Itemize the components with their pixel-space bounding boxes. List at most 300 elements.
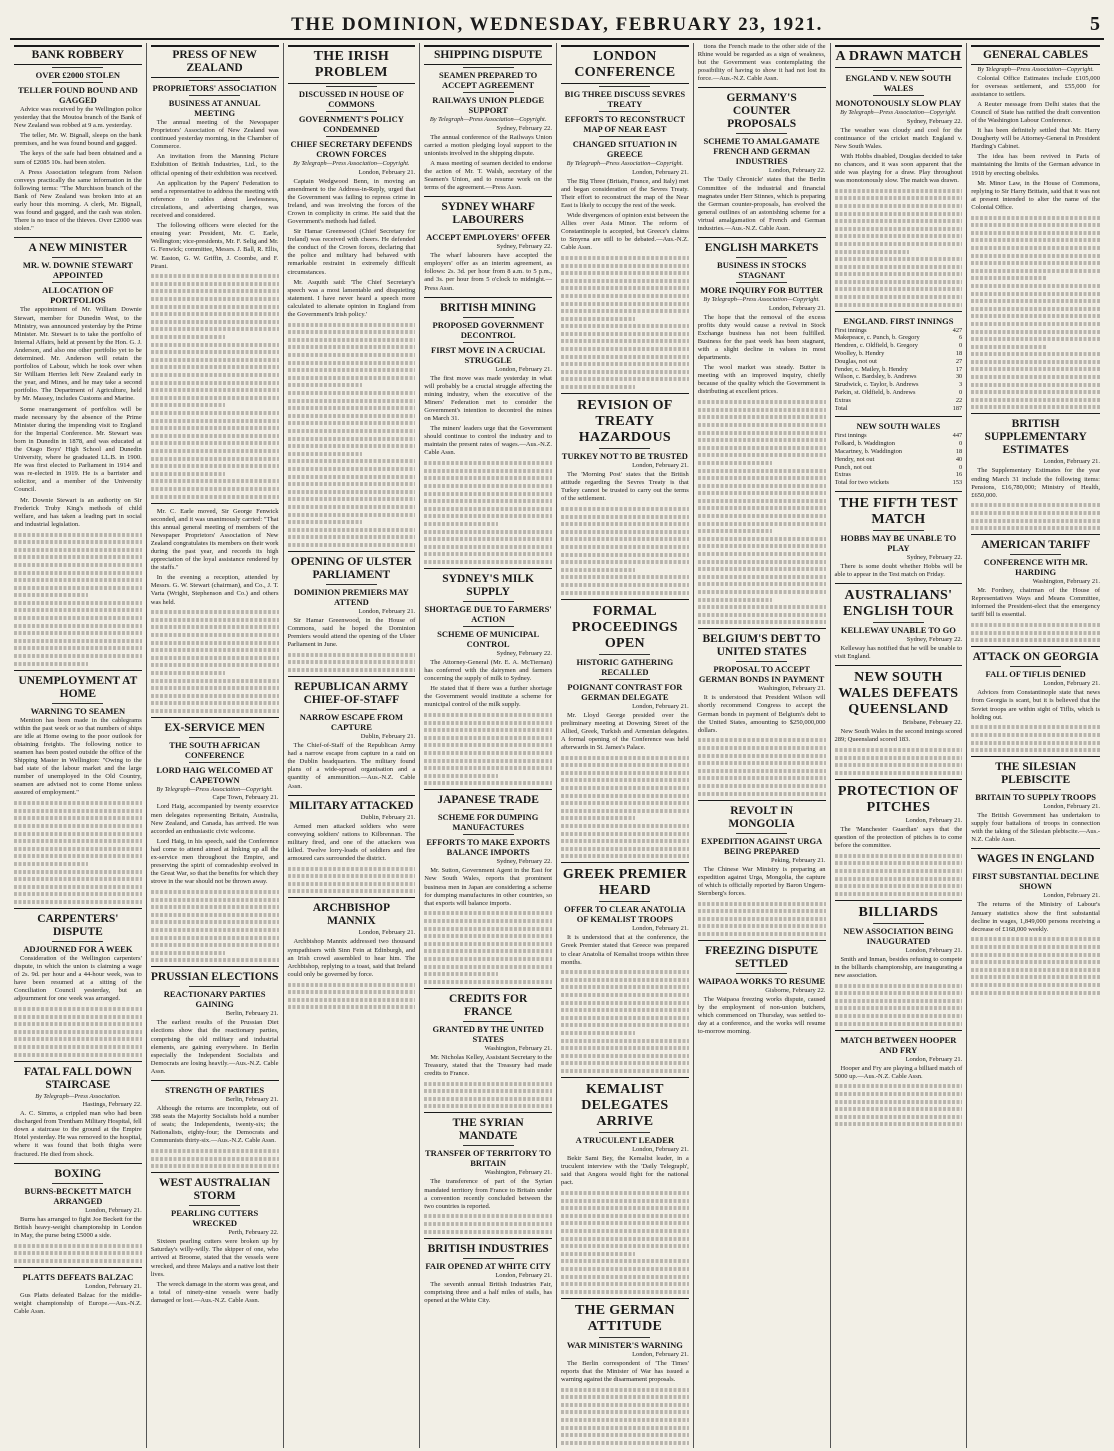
news-story bbox=[561, 1082, 689, 1294]
text-line bbox=[288, 990, 416, 994]
story-subheading: CHIEF SECRETARY DEFENDS CROWN FORCES bbox=[290, 139, 413, 159]
story-headline: UNEMPLOYMENT AT HOME bbox=[18, 674, 138, 700]
continued-text bbox=[14, 1244, 142, 1263]
continued-text bbox=[971, 503, 1100, 530]
text-line bbox=[151, 365, 279, 369]
text-line bbox=[971, 503, 1100, 507]
story-paragraph: Wide divergences of opinion exist between the Allies over Asia Minor. The reform of Constantinople is accepted, but Greece's claims to Smyrna are still to be debated.—Aus.-N.Z. Cable Assn. bbox=[561, 211, 689, 252]
text-line bbox=[561, 362, 689, 366]
story-divider bbox=[14, 908, 142, 909]
text-line bbox=[14, 646, 142, 650]
headline-rule bbox=[463, 809, 514, 810]
story-dateline: Washington, February 21. bbox=[758, 685, 826, 693]
continued-text bbox=[151, 274, 279, 498]
story-subheading: ENGLAND. FIRST INNINGS bbox=[843, 315, 954, 326]
story-headline: ARCHBISHOP MANNIX bbox=[312, 902, 391, 928]
story-headline: FATAL FALL DOWN STAIRCASE bbox=[23, 1065, 132, 1091]
story-subheading: HOBBS MAY BE UNABLE TO PLAY bbox=[840, 533, 957, 553]
text-line bbox=[561, 794, 689, 798]
text-line bbox=[561, 575, 689, 579]
story-paragraph: The seventh annual British Industries Fair, comprising three and a half miles of stalls, has opened at the White City. bbox=[424, 1280, 552, 1304]
story-subheading: CONFERENCE WITH MR. HARDING bbox=[983, 557, 1088, 578]
text-line bbox=[561, 1290, 689, 1294]
story-subheading: WARNING TO SEAMEN bbox=[30, 705, 126, 716]
story-paragraph: Colonial Office Estimates include £105,000 for overseas settlement, and £55,000 for assistance to settlers. bbox=[971, 74, 1100, 98]
text-line bbox=[14, 892, 142, 896]
text-line bbox=[288, 376, 416, 380]
headline-rule bbox=[326, 584, 377, 585]
headline-rule bbox=[326, 86, 377, 87]
text-line bbox=[698, 537, 826, 541]
continued-text bbox=[424, 461, 552, 564]
text-line bbox=[288, 653, 416, 657]
story-paragraph: An invitation from the Manning Picture Exhibition of British Industries, Ltd., to the official opening of their exhibition was received. bbox=[150, 153, 279, 177]
story-dateline: Dublin, February 21. bbox=[360, 733, 416, 741]
scorecard-row bbox=[835, 405, 963, 413]
text-line bbox=[561, 1275, 689, 1279]
story-divider bbox=[698, 800, 826, 801]
story-headline: BILLIARDS bbox=[858, 904, 939, 920]
text-line bbox=[424, 560, 552, 564]
story-paragraph: Some rearrangement of portfolios will be made necessary by the absence of the Prime Minister during the impending visit to England for the Imperial Conference. Mr. Stewart was born in Dunedin in 1878, and was educated at the Otago Boys' High School and Dunedin University, where he graduated LL.B. in 1900. He was first elected to Parliament in 1914 and was re-elected in 1919. He is a barrister and solicitor, and a member of the University Council. bbox=[14, 405, 142, 494]
story-subheading: ALLOCATION OF PORTFOLIOS bbox=[42, 285, 114, 306]
story-headline: EX-SERVICE MEN bbox=[164, 721, 265, 734]
text-line bbox=[561, 1244, 689, 1248]
story-paragraph: Consideration of the Wellington carpenters' dispute, in which the union is claiming a wage of 2s. 9d. per hour and a 44-hour week, was to have been resumed at a sitting of the Conciliation Council yesterday, but an adjournment for one week was arranged. bbox=[14, 954, 142, 1003]
text-line bbox=[288, 543, 416, 547]
story-divider bbox=[698, 628, 826, 629]
text-line bbox=[698, 754, 826, 758]
text-line bbox=[151, 396, 279, 400]
story-subheading: ACCEPT EMPLOYERS' OFFER bbox=[426, 232, 551, 243]
text-line bbox=[561, 515, 689, 519]
headline-rule bbox=[326, 111, 377, 112]
text-line bbox=[561, 309, 689, 313]
text-line bbox=[561, 522, 689, 526]
text-line bbox=[151, 943, 279, 947]
text-line bbox=[14, 885, 142, 889]
runs-value: 447 bbox=[952, 432, 963, 440]
news-story bbox=[971, 539, 1100, 642]
text-line bbox=[561, 530, 689, 534]
text-line bbox=[698, 575, 826, 579]
text-line bbox=[561, 271, 689, 275]
story-paragraph: The annual conference of the Railways Union carried a motion pledging loyal support to the unionists involved in the shipping dispute. bbox=[424, 133, 552, 157]
text-line bbox=[14, 1030, 142, 1034]
story-divider bbox=[151, 966, 279, 967]
continued-text bbox=[971, 937, 1100, 994]
scorecard-row bbox=[835, 366, 963, 374]
text-line bbox=[971, 623, 1100, 627]
story-divider bbox=[971, 756, 1100, 757]
text-line bbox=[561, 1395, 689, 1399]
story-subheading: DISCUSSED IN HOUSE OF COMMONS bbox=[298, 89, 404, 109]
text-line bbox=[424, 1214, 552, 1218]
text-line bbox=[561, 537, 689, 541]
text-line bbox=[151, 928, 279, 932]
text-line bbox=[151, 449, 279, 453]
news-story bbox=[835, 316, 963, 413]
text-line bbox=[14, 801, 142, 805]
news-story bbox=[698, 805, 826, 936]
batsman-entry: Makepeace, c. Punch, b. Gregory bbox=[834, 334, 920, 342]
story-subheading: TELLER FOUND BOUND AND GAGGED bbox=[18, 85, 138, 105]
news-story bbox=[971, 45, 1100, 409]
text-line bbox=[835, 280, 963, 284]
scorecard-row bbox=[835, 381, 963, 389]
text-line bbox=[971, 276, 1046, 280]
text-line bbox=[971, 390, 1100, 394]
text-line bbox=[288, 998, 416, 1002]
text-line bbox=[971, 352, 1100, 356]
story-divider bbox=[151, 1080, 279, 1081]
runs-value: 27 bbox=[955, 357, 963, 365]
text-line bbox=[835, 854, 963, 858]
story-divider bbox=[698, 237, 826, 238]
news-story bbox=[424, 1243, 552, 1305]
text-line bbox=[14, 571, 142, 575]
scorecard-row bbox=[835, 350, 963, 358]
text-line bbox=[561, 377, 689, 381]
story-headline: KEMALIST DELEGATES ARRIVE bbox=[581, 1082, 669, 1129]
text-line bbox=[971, 337, 1100, 341]
text-line bbox=[424, 934, 552, 938]
text-line bbox=[835, 748, 963, 752]
text-line bbox=[561, 847, 689, 851]
text-line bbox=[14, 839, 142, 843]
text-line bbox=[151, 958, 279, 962]
text-line bbox=[561, 1069, 689, 1073]
story-paragraph: New South Wales in the second innings scored 289; Queensland scored 183. bbox=[834, 728, 963, 744]
story-subheading: PROPRIETORS' ASSOCIATION bbox=[152, 83, 277, 93]
text-line bbox=[14, 1259, 142, 1263]
story-paragraph: Mr. Lloyd George presided over the preliminary meeting at Downing Street of the Allied, Greek, Turkish and Armenian delegates. A formal opening of the Conference was held afterwards in St. James's Palace. bbox=[561, 711, 689, 751]
story-paragraph: Lord Haig, accompanied by twenty exservice men delegates representing Britain, Australia, New Zealand, and Canada, has arrived. He was accorded an enthusiastic civic welcome. bbox=[150, 803, 279, 835]
story-paragraph: Hooper and Fry are playing a billiard match of 5000 up.—Aus.-N.Z. Cable Assn. bbox=[834, 1064, 963, 1080]
text-line bbox=[14, 854, 142, 858]
text-line bbox=[698, 738, 826, 742]
story-divider bbox=[424, 789, 552, 790]
text-line bbox=[698, 598, 772, 602]
text-line bbox=[835, 877, 963, 881]
story-headline: THE SYRIAN MANDATE bbox=[452, 1117, 524, 1143]
story-dateline: London, February 21. bbox=[1043, 892, 1100, 900]
text-line bbox=[835, 212, 963, 216]
text-line bbox=[561, 1016, 689, 1020]
story-headline: A NEW MINISTER bbox=[28, 242, 128, 255]
continued-text bbox=[971, 216, 1100, 410]
text-line bbox=[698, 522, 826, 526]
text-line bbox=[561, 1214, 689, 1218]
news-column bbox=[694, 43, 831, 1448]
continued-text bbox=[971, 725, 1100, 752]
text-line bbox=[561, 824, 689, 828]
text-line bbox=[424, 1222, 552, 1226]
story-dateline: Sydney, February 22. bbox=[496, 858, 552, 866]
text-line bbox=[835, 984, 963, 988]
text-line bbox=[698, 438, 826, 442]
story-subheading: REACTIONARY PARTIES GAINING bbox=[163, 989, 266, 1010]
text-line bbox=[288, 368, 416, 372]
scorecard-row bbox=[835, 334, 963, 342]
text-line bbox=[561, 385, 635, 389]
text-line bbox=[971, 975, 1100, 979]
text-line bbox=[288, 490, 416, 494]
story-divider bbox=[14, 1061, 142, 1062]
scorecard bbox=[835, 432, 963, 487]
headline-rule bbox=[463, 1145, 514, 1146]
text-line bbox=[971, 983, 1100, 987]
story-divider bbox=[835, 779, 963, 780]
story-dateline: London, February 21. bbox=[358, 607, 416, 615]
news-story bbox=[14, 1066, 142, 1159]
text-line bbox=[151, 327, 279, 331]
text-line bbox=[151, 312, 279, 316]
continued-text bbox=[151, 610, 279, 713]
batsman-entry: Parkin, st. Oldfield, b. Andrews bbox=[834, 389, 916, 397]
story-paragraph: The wharf labourers have accepted the employers' offer as an interim agreement, as follows: 2s. 3d. per hour from 8 a.m. to 5 p.m., and 3s. per hour from 5 o'clock to midnight.—Press Assn. bbox=[424, 252, 552, 292]
text-line bbox=[14, 862, 88, 866]
text-line bbox=[14, 1015, 142, 1019]
runs-value: 17 bbox=[955, 365, 963, 373]
text-line bbox=[561, 816, 635, 820]
scorecard-row bbox=[835, 397, 963, 405]
news-story bbox=[835, 421, 963, 487]
story-headline: GENERAL CABLES bbox=[971, 45, 1100, 65]
headline-rule bbox=[463, 834, 514, 835]
batsman-entry: Folkard, b. Waddington bbox=[834, 440, 895, 448]
story-subheading: SEAMEN PREPARED TO ACCEPT AGREEMENT bbox=[439, 70, 538, 90]
story-headline: ENGLISH MARKETS bbox=[704, 242, 819, 255]
continued-text bbox=[424, 713, 552, 785]
story-paragraph: The British Government has undertaken to supply four battalions of troops in connection with the taking of the Silesian plebiscite.—Aus.-N.Z. Cable Assn. bbox=[971, 812, 1100, 844]
text-line bbox=[698, 605, 826, 609]
story-paragraph: It is understood that President Wilson will shortly recommend Congress to accept the German bonds in payment of Belgium's debt to the United States, amounting to $250,000,000 dollars. bbox=[697, 694, 826, 734]
text-line bbox=[698, 461, 772, 465]
headline-rule bbox=[463, 92, 514, 93]
text-line bbox=[14, 540, 142, 544]
text-line bbox=[14, 586, 142, 590]
news-story bbox=[424, 201, 552, 292]
story-headline: BOXING bbox=[54, 1167, 102, 1180]
news-story bbox=[288, 556, 416, 672]
story-paragraph: The miners' leaders urge that the Government should continue to control the industry and to maintain the present rates of wages.—Aus.-N.Z. Cable Assn. bbox=[424, 425, 552, 457]
batsman-entry: Woolley, b. Hendry bbox=[834, 350, 885, 358]
text-line bbox=[14, 824, 142, 828]
text-line bbox=[698, 924, 826, 928]
continued-text bbox=[698, 902, 826, 936]
story-subheading: SCHEME TO AMALGAMATE FRENCH AND GERMAN INDUSTRIES bbox=[703, 136, 820, 167]
story-subheading: NARROW ESCAPE FROM CAPTURE bbox=[299, 712, 403, 733]
text-line bbox=[151, 905, 279, 909]
story-dateline: London, February 22. bbox=[768, 167, 826, 175]
story-subheading: EXPEDITION AGAINST URGA BEING PREPARED bbox=[701, 835, 823, 856]
text-line bbox=[424, 1089, 552, 1093]
news-story bbox=[698, 242, 826, 624]
story-subheading: PEARLING CUTTERS WRECKED bbox=[171, 1208, 259, 1229]
story-paragraph: The Chinese War Ministry is preparing an expedition against Urga, Mongolia, the capture of which is officially reported by Baron Ungern-Sternberg's forces. bbox=[697, 865, 826, 897]
story-headline: THE GERMAN ATTITUDE bbox=[574, 1302, 675, 1334]
text-line bbox=[561, 591, 689, 595]
text-line bbox=[288, 361, 416, 365]
continued-text bbox=[561, 756, 689, 859]
batsman-entry: Total bbox=[834, 404, 848, 412]
story-subheading: BUSINESS IN STOCKS STAGNANT bbox=[717, 260, 807, 281]
runs-value: 18 bbox=[955, 350, 963, 358]
text-line bbox=[971, 638, 1100, 642]
page-number: 5 bbox=[1090, 13, 1100, 35]
text-line bbox=[151, 951, 225, 955]
scorecard-row bbox=[835, 448, 963, 456]
batsman-entry: Strudwick, c. Taylor, b. Andrews bbox=[834, 381, 919, 389]
story-dateline: Sydney, February 22. bbox=[496, 243, 552, 251]
text-line bbox=[698, 415, 826, 419]
text-line bbox=[835, 884, 963, 888]
story-paragraph: The first move was made yesterday in what will probably be a crucial struggle affecting the mining industry, when the executive of the Miners' Federation met to consider the Government's intention to decontrol the mines on March 31. bbox=[424, 374, 552, 423]
story-paragraph: There is some doubt whether Hobbs will be able to appear in the Test match on Friday. bbox=[834, 563, 963, 579]
news-story bbox=[424, 993, 552, 1109]
text-line bbox=[424, 522, 498, 526]
story-dateline: Hastings, February 22. bbox=[82, 1101, 142, 1109]
story-divider bbox=[698, 940, 826, 941]
story-headline: AUSTRALIANS' ENGLISH TOUR bbox=[842, 588, 954, 620]
continued-text bbox=[561, 1388, 689, 1448]
text-line bbox=[971, 292, 1100, 296]
story-paragraph: Mr. C. Earle moved, Sir George Fenwick seconded, and it was unanimously carried: "That this annual general meeting of members of the Newspaper Proprietors' Association of New Zealand congratulates its members on their work during the past year, and records its high appreciation of the loyal assistance rendered by the staffs." bbox=[150, 507, 279, 572]
text-line bbox=[288, 406, 416, 410]
text-line bbox=[14, 563, 142, 567]
continued-text bbox=[561, 1191, 689, 1294]
text-line bbox=[151, 305, 279, 309]
text-line bbox=[424, 1230, 552, 1234]
text-line bbox=[561, 286, 689, 290]
batsman-entry: Fender, c. Mailey, b. Hendry bbox=[834, 365, 908, 373]
text-line bbox=[151, 441, 279, 445]
text-line bbox=[151, 663, 279, 667]
story-headline: OPENING OF ULSTER PARLIAMENT bbox=[290, 555, 412, 581]
story-paragraph: Gus Platts defeated Balzac for the middle-weight championship of Europe.—Aus.-N.Z. Cable Assn. bbox=[14, 1291, 142, 1315]
news-story bbox=[151, 45, 279, 499]
story-divider bbox=[971, 646, 1100, 647]
text-line bbox=[561, 339, 689, 343]
text-line bbox=[561, 854, 689, 858]
batsman-entry: Extras bbox=[834, 471, 851, 479]
story-dateline: London, February 21. bbox=[85, 1282, 142, 1290]
text-line bbox=[561, 1229, 689, 1233]
headline-rule bbox=[463, 626, 514, 627]
continued-text bbox=[151, 890, 279, 962]
batsman-entry: Macartney, b. Waddington bbox=[834, 448, 902, 456]
story-headline: THE SILESIAN PLEBISCITE bbox=[995, 761, 1077, 787]
text-line bbox=[424, 980, 552, 984]
story-subheading: SCHEME OF MUNICIPAL CONTROL bbox=[437, 628, 540, 649]
story-subheading: FALL OF TIFLIS DENIED bbox=[985, 669, 1086, 680]
text-line bbox=[835, 242, 963, 246]
story-headline: SYDNEY'S MILK SUPPLY bbox=[442, 572, 534, 598]
story-divider bbox=[835, 1030, 963, 1031]
headline-rule bbox=[599, 1132, 650, 1133]
story-subheading: A TRUCULENT LEADER bbox=[575, 1135, 675, 1145]
text-line bbox=[835, 1115, 963, 1119]
text-line bbox=[424, 499, 552, 503]
scorecard-row bbox=[835, 479, 963, 487]
text-line bbox=[561, 809, 689, 813]
text-line bbox=[288, 874, 416, 878]
story-headline: SYDNEY WHARF LABOURERS bbox=[441, 201, 535, 227]
story-paragraph: The Supplementary Estimates for the year ending March 31 include the following items: Pensions, £16,780,000; Ministry of Health, £650,000. bbox=[971, 467, 1100, 499]
text-line bbox=[14, 1251, 142, 1255]
news-story bbox=[561, 398, 689, 595]
story-dateline: Sydney, February 22. bbox=[496, 649, 552, 657]
news-story bbox=[424, 45, 552, 192]
text-line bbox=[561, 324, 689, 328]
continued-text bbox=[14, 801, 142, 904]
story-divider bbox=[835, 583, 963, 584]
headline-rule bbox=[52, 282, 103, 283]
text-line bbox=[971, 991, 1100, 995]
story-divider bbox=[971, 413, 1100, 414]
story-headline: GREEK PREMIER HEARD bbox=[562, 867, 687, 899]
story-paragraph: The weather was cloudy and cool for the continuance of the cricket match England v. New South Wales. bbox=[834, 126, 963, 150]
scorecard-row bbox=[835, 464, 963, 472]
story-dateline: Sydney, February 22. bbox=[906, 117, 963, 125]
story-dateline: Peking, February 21. bbox=[770, 856, 826, 864]
story-subheading: KELLEWAY UNABLE TO GO bbox=[840, 625, 956, 636]
text-line bbox=[151, 936, 279, 940]
text-line bbox=[835, 892, 963, 896]
text-line bbox=[151, 381, 279, 385]
text-line bbox=[151, 274, 279, 278]
continued-text bbox=[424, 1082, 552, 1109]
text-line bbox=[561, 1441, 689, 1445]
batsman-entry: Extras bbox=[834, 396, 851, 404]
text-line bbox=[14, 847, 142, 851]
headline-rule bbox=[599, 679, 650, 680]
runs-value: 18 bbox=[955, 448, 963, 456]
text-line bbox=[835, 1100, 963, 1104]
text-line bbox=[424, 927, 552, 931]
story-paragraph: Although the returns are incomplete, out of 398 seats the Majority Socialists hold a number of seats; the Independents, twenty-six; the Nationalists, eighty-four; the Democrats and Communists thirty-six.—Aus.-N.Z. Cable Assn. bbox=[150, 1104, 279, 1145]
story-divider bbox=[151, 1172, 279, 1173]
text-line bbox=[698, 529, 772, 533]
text-line bbox=[151, 358, 279, 362]
text-line bbox=[971, 284, 1100, 288]
text-line bbox=[561, 1031, 635, 1035]
text-line bbox=[971, 322, 1100, 326]
story-paragraph: Mr. Minor Law, in the House of Commons, replying to Sir Harry Brittain, said that it was not at present intended to alter the name of the Colonial Office. bbox=[971, 179, 1100, 211]
news-story bbox=[561, 867, 689, 1073]
text-line bbox=[971, 246, 1100, 250]
text-line bbox=[561, 1433, 689, 1437]
text-line bbox=[288, 459, 416, 463]
text-line bbox=[151, 610, 279, 614]
text-line bbox=[835, 756, 963, 760]
headline-rule bbox=[52, 257, 103, 258]
story-subheading: LORD HAIG WELCOMED AT CAPETOWN bbox=[156, 764, 273, 785]
headline-rule bbox=[873, 622, 924, 623]
text-line bbox=[288, 338, 416, 342]
news-story bbox=[151, 971, 279, 1076]
news-story bbox=[835, 496, 963, 579]
story-dateline: Dublin, February 21. bbox=[360, 813, 416, 821]
text-line bbox=[151, 495, 279, 499]
masthead-title: THE DOMINION, WEDNESDAY, FEBRUARY 23, 1921. bbox=[291, 14, 823, 35]
text-line bbox=[971, 733, 1100, 737]
text-line bbox=[288, 444, 416, 448]
story-headline: BRITISH MINING bbox=[440, 301, 537, 314]
story-paragraph: Bekir Sami Bey, the Kemalist leader, in a truculent interview with the 'Daily Telegraph', said that Angora would fight for the national pact. bbox=[561, 1155, 689, 1187]
text-line bbox=[835, 295, 963, 299]
